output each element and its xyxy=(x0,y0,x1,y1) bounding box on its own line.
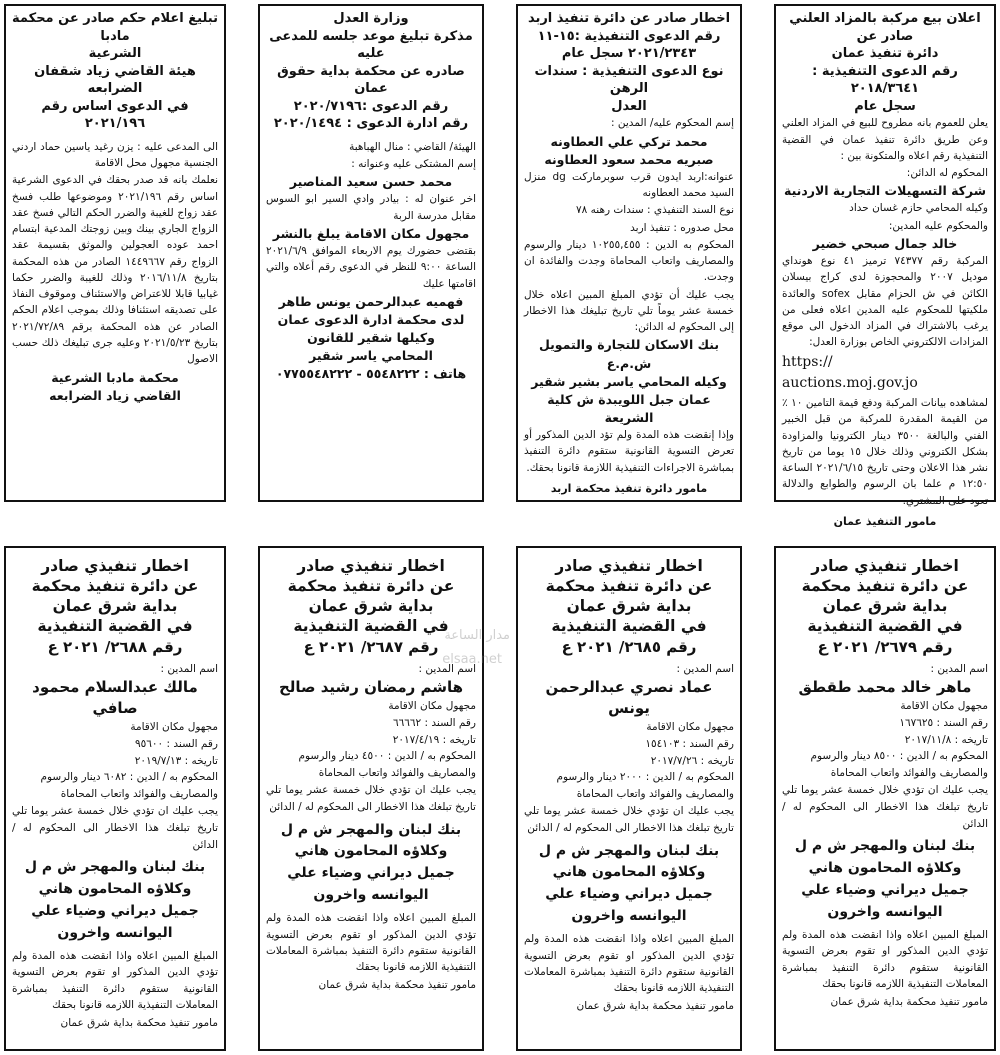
creditor-line: جميل ديراني وضياء علي xyxy=(287,865,455,882)
notice-execution-2679 xyxy=(774,546,996,1051)
bond-number: رقم السند : ١٥٤١٠٣ xyxy=(645,737,734,750)
label: إسم المحكوم عليه/ المدين : xyxy=(611,117,734,130)
creditor-line: وكلاؤه المحامون هاني xyxy=(38,881,192,898)
bond-date: تاريخه : ٢٠١٧/٤/١٩ xyxy=(392,733,476,746)
notice-execution-2688 xyxy=(4,546,226,1051)
notice-title: عن دائرة تنفيذ محكمة xyxy=(287,577,455,596)
creditor-line: بنك لبنان والمهجر ش م ل xyxy=(24,859,206,876)
paragraph: يجب عليك ان تؤدي خلال خمسة عشر يوما تلي تاريخ تبلغك هذا الاخطار الى المحكوم له / الدائن xyxy=(266,784,476,813)
amount: المحكوم به / الدين : ٢٠٠٠ دينار والرسوم xyxy=(556,771,734,784)
debtor-name: هاشم رمضان رشيد صالح xyxy=(278,678,464,697)
label: إسم المشتكى عليه وعنوانه : xyxy=(351,158,476,171)
paragraph: لمشاهده بيانات المركبة ودفع قيمة التامين ١٠ ٪ من القيمة المقدرة للمركبة من قبل الخبير الفني والبالغة ٣٥٠٠ دينار الكترونيا والمزاودة بشكل الكتروني وذلك خلال ١٥ يوما من تاريخ نشر هذا الاعلان وحتى تاريخ ٢٠٢١/٦/١٥ الساعة ١٢:٥٠ م علما بان الرسوم والطوابع والدلالة تعود على المشتري. xyxy=(782,397,989,507)
title-line: رقم الدعوى التنفيذية : ٢٠١٨/٣٦٤١ xyxy=(812,63,958,97)
debtor-name: خالد جمال صبحي خضير xyxy=(812,236,958,251)
case-number: رقم ٢٦٧٩/ ٢٠٢١ ع xyxy=(817,637,953,656)
paragraph: المحكوم به الدين : ١٠٢٥٥,٤٥٥ دينار والرسوم والمصاريف واتعاب المحاماة وجدت والفائدة ان وجدت. xyxy=(524,238,735,284)
title-line: وزارة العدل xyxy=(333,11,409,26)
unknown-residence: مجهول مكان الاقامة xyxy=(130,721,218,734)
label: اسم المدين : xyxy=(418,662,476,675)
creditor-line: جميل ديراني وضياء علي xyxy=(801,881,969,898)
creditor-line: بنك لبنان والمهجر ش م ل xyxy=(280,821,462,838)
costs: والمصاريف والفوائد واتعاب المحاماة xyxy=(60,788,218,801)
paragraph: يجب عليك أن تؤدي المبلغ المبين اعلاه خلال خمسة عشر يوماً تلي تاريخ تبليغك هذا الاخطار إلى المحكوم له الدائن: xyxy=(524,288,734,334)
amount: المحكوم به / الدين : ٦٠٨٢ دينار والرسوم xyxy=(40,771,218,784)
signature: مامور تنفيذ محكمة بداية شرق عمان xyxy=(576,1000,734,1013)
signature: مامور تنفيذ محكمة بداية شرق عمان xyxy=(318,979,476,992)
paragraph: المبلغ المبين اعلاه واذا انقضت هذه المدة ولم تؤدي الدين المذكور او تقوم بعرض التسوية القانونية ستقوم دائرة التنفيذ بمباشرة المعاملات التنفيذية اللازمه قانونا بحقك xyxy=(266,912,476,974)
paragraph: بقتضى حضورك يوم الاربعاء الموافق ٢٠٢١/٦/٩ الساعة ٩:٠٠ للنظر في الدعوى رقم أعلاه والتي اقامتها عليك xyxy=(266,245,477,290)
title-line: صادره عن محكمة بداية حقوق عمان xyxy=(277,63,465,97)
creditor-name: شركة التسهيلات التجارية الاردنية xyxy=(783,183,986,199)
creditor xyxy=(524,841,734,928)
notice-title: اخطار تنفيذي صادر xyxy=(41,557,189,575)
debtor-name: صبريه محمد سعود العطاونه xyxy=(544,151,714,167)
label: اسم المدين : xyxy=(930,662,988,675)
paragraph: المركبة رقم ٧٤٣٧٧ ترميز ٤١ نوع هونداي موديل ٢٠٠٧ والمحجوزة لدى كراج بيسلان الكائن في ش الحزام مقابل sofex والعائدة ملكيتها للمحكوم عليه المدين اعلاه فعلى من يرغب بالاشتراك في المزاد الدخول الى موقع المزادات الالكتروني الخاص بوزارة العدل: xyxy=(782,255,988,349)
signature: مامور تنفيذ محكمة بداية شرق عمان xyxy=(830,996,988,1009)
title-line: رقم ادارة الدعوى : ٢٠٢٠/١٤٩٤ xyxy=(273,116,469,132)
title-line: نوع الدعوى التنفيذية : سندات الرهن xyxy=(534,63,724,97)
creditor-line: جميل ديراني وضياء علي xyxy=(545,886,713,903)
paragraph: المبلغ المبين اعلاه واذا انقضت هذه المدة ولم تؤدي الدين المذكور او تقوم بعرض التسوية القانونية ستقوم دائرة التنفيذ بمباشرة المعاملات التنفيذية اللازمه قانونا بحقك xyxy=(12,950,218,1011)
defendant: الى المدعى عليه : يزن رغيد ياسين حماد اردني الجنسية مجهول محل الاقامة xyxy=(12,140,218,170)
debtor-name: محمد تركي علي العطاونه xyxy=(550,133,708,149)
paragraph: يعلن للعموم بانه مطروح للبيع في المزاد العلني وعن طريق دائرة تنفيذ عمان في القضية التنفيذية رقم اعلاه والمتكونة بين : xyxy=(782,117,988,162)
bond-number: رقم السند : ٩٥٦٠٠ xyxy=(135,737,218,750)
creditor-line: اليوانسه واخرون xyxy=(57,924,173,941)
notice-title: عن دائرة تنفيذ محكمة xyxy=(31,577,199,596)
paragraph: نعلمك بانه قد صدر بحقك في الدعوى الشرعية اساس رقم ٢٠٢١/١٩٦ وموضوعها طلب فسخ عقد زواج للغيبة والضرر الحكم التالي فسخ عقد الزواج الجاري بينك وبين زوجتك المدعية ابتسام احمد عوده العجولين والموثق بقسيمة عقد الزواج رقم ١٤٤٩٦٦٧ الصادر من هذه المحكمة بتاريخ ٢٠١٦/١١/٨ وذلك للغيبة والضرر حكما غيابيا قابلا للاعتراض والاستئناف وموقوف النفاذ على تصديقه استئنافا وذلك بموجب اعلام الحكم الصادر عن هذه المحكمة برقم ٢٠٢١/٧٢/٨٩ بتاريخ ٢٠٢١/٥/٢٣ وعليه جرى تبليغك ذلك حسب الاصول xyxy=(12,174,218,366)
bond-date: تاريخه : ٢٠١٧/١١/٨ xyxy=(904,733,988,746)
creditor xyxy=(266,820,476,907)
address: اخر عنوان له : بيادر وادي السير ابو السوس مقابل مدرسة الربة xyxy=(266,193,476,222)
bond-number: رقم السند : ٦٦٦٦٢ xyxy=(393,716,476,729)
paragraph: يجب عليك ان تؤدي خلال خمسة عشر يوما تلي تاريخ تبلغك هذا الاخطار الى المحكوم له / الدائن xyxy=(12,805,218,851)
agent: المحامي ياسر شقير xyxy=(309,348,433,364)
title-line: اعلان بيع مركبة بالمزاد العلني صادر عن xyxy=(789,11,981,44)
title-line: في الدعوى اساس رقم ٢٠٢١/١٩٦ xyxy=(41,98,189,132)
bond-type: نوع السند التنفيذي : سندات رهنه ٧٨ xyxy=(576,204,734,217)
notice-vehicle-auction xyxy=(774,4,996,528)
label: اسم المدين : xyxy=(160,662,218,675)
debtor-name: عماد نصري عبدالرحمن يونس xyxy=(545,678,713,718)
signature: مامور التنفيذ عمان xyxy=(833,514,937,528)
title-line: هيئة القاضي زياد شقفان الضرابعه xyxy=(34,63,196,97)
creditor-line: وكلاؤه المحامون هاني xyxy=(808,860,962,877)
notice-title xyxy=(12,10,218,133)
unknown-residence: مجهول مكان الاقامة xyxy=(646,721,734,734)
agent: وكيله المحامي حازم غسان حداد xyxy=(849,202,988,215)
creditor-line: بنك لبنان والمهجر ش م ل xyxy=(538,842,720,859)
notice-title: بداية شرق عمان xyxy=(52,597,178,616)
case-number: رقم ٢٦٨٥/ ٢٠٢١ ع xyxy=(561,637,697,656)
issue-place: محل صدوره : تنفيذ اربد xyxy=(630,221,734,234)
paragraph: وإذا إنقضت هذه المدة ولم تؤد الدين المذكور أو تعرض التسوية القانونية ستقوم دائرة التنفيذ بمباشرة الاجراءات التنفيذية اللازمة قانونا بحقك. xyxy=(524,429,734,474)
notice-execution-2687 xyxy=(258,546,484,1051)
title-line: الشرعية xyxy=(88,46,142,62)
title-line: دائرة تنفيذ عمان xyxy=(831,46,939,62)
case-number: رقم ٢٦٨٨/ ٢٠٢١ ع xyxy=(47,637,183,656)
signature: مامور دائرة تنفيذ محكمة اربد xyxy=(550,481,708,495)
amount: المحكوم به / الدين : ٨٥٠٠ دينار والرسوم xyxy=(810,750,988,763)
creditor xyxy=(12,857,218,944)
unknown-residence: مجهول مكان الاقامة xyxy=(900,700,988,713)
case-number: رقم ٢٦٨٧/ ٢٠٢١ ع xyxy=(303,637,439,656)
notice-title xyxy=(524,10,734,115)
creditor-line: اليوانسه واخرون xyxy=(571,907,687,924)
debtor-name: مالك عبدالسلام محمود صافي xyxy=(32,678,198,718)
judge-name: القاضي زياد الضرابعه xyxy=(49,387,181,403)
notice-title: في القضية التنفيذية xyxy=(37,617,193,636)
court-name: لدى محكمة ادارة الدعوى عمان xyxy=(277,312,465,328)
amount: المحكوم به / الدين : ٤٥٠٠ دينار والرسوم xyxy=(298,750,476,763)
notice-title: اخطار تنفيذي صادر xyxy=(555,557,703,575)
paragraph: يجب عليك ان تؤدي خلال خمسة عشر يوما تلي تاريخ تبلغك هذا الاخطار الى المحكوم له / الدائن xyxy=(782,784,988,830)
watermark: مدار الساعة xyxy=(444,628,510,643)
creditor-line: اليوانسه واخرون xyxy=(827,903,943,920)
title-line: رقم الدعوى :٢٠٢٠/٧١٩٦ xyxy=(293,98,449,114)
title-line: تبليغ اعلام حكم صادر عن محكمة مادبا xyxy=(12,11,218,44)
address: عنوانه:اربد ايدون قرب سوبرماركت dg منزل السيد محمد العطاونه xyxy=(524,170,734,200)
notice-title xyxy=(782,10,988,115)
notice-title: عن دائرة تنفيذ محكمة xyxy=(801,577,969,596)
notice-title: في القضية التنفيذية xyxy=(551,617,707,636)
bond-date: تاريخه : ٢٠١٩/٧/١٣ xyxy=(134,754,218,767)
label: والمحكوم عليه المدين: xyxy=(888,219,988,232)
agent: وكيله المحامي ياسر بشير شقير xyxy=(531,373,727,389)
agent: وكيلها شقير للقانون xyxy=(307,330,435,346)
notice-madaba-judgment xyxy=(4,4,226,502)
notice-irbid-execution xyxy=(516,4,742,502)
notice-title: في القضية التنفيذية xyxy=(807,617,963,636)
title-line: ٢٠٢١/٢٣٤٣ سجل عام xyxy=(561,46,697,62)
notice-title: اخطار تنفيذي صادر xyxy=(811,557,959,575)
creditor-line: بنك لبنان والمهجر ش م ل xyxy=(794,838,976,855)
notice-execution-2685 xyxy=(516,546,742,1051)
plaintiff-name: فهميه عبدالرحمن يونس طاهر xyxy=(278,293,464,309)
costs: والمصاريف والفوائد واتعاب المحاماة xyxy=(576,788,734,801)
creditor xyxy=(782,836,988,923)
title-line: اخطار صادر عن دائرة تنفيذ اربد xyxy=(527,11,731,26)
label: اسم المدين : xyxy=(676,662,734,675)
defendant-name: محمد حسن سعيد المناصير xyxy=(289,174,453,190)
creditor-line: وكلاؤه المحامون هاني xyxy=(294,843,448,860)
signature: مامور تنفيذ محكمة بداية شرق عمان xyxy=(60,1017,218,1030)
notice-title: اخطار تنفيذي صادر xyxy=(297,557,445,575)
paragraph: المبلغ المبين اعلاه واذا انقضت هذه المدة ولم تؤدي الدين المذكور او تقوم بعرض التسوية القانونية ستقوم دائرة التنفيذ بمباشرة المعاملات التنفيذية اللازمه قانونا بحقك xyxy=(524,933,734,995)
label: المحكوم له الدائن: xyxy=(906,167,988,180)
watermark: elsaa.net xyxy=(442,652,502,667)
title-line: رقم الدعوى التنفيذية :١٥-١١ xyxy=(537,28,721,44)
creditor-line: وكلاؤه المحامون هاني xyxy=(552,864,706,881)
bond-number: رقم السند : ١٦٧٦٢٥ xyxy=(899,716,988,729)
title-line: سجل عام xyxy=(854,98,916,114)
debtor-name: ماهر خالد محمد طقطق xyxy=(798,678,972,697)
auction-url: auctions.moj.gov.jo xyxy=(782,375,918,392)
paragraph: يجب عليك ان تؤدي خلال خمسة عشر يوما تلي تاريخ تبلغك هذا الاخطار الى المحكوم له / الدائن xyxy=(524,805,734,834)
creditor-line: اليوانسه واخرون xyxy=(313,886,429,903)
notice-title xyxy=(266,10,476,133)
creditor-name: بنك الاسكان للتجارة والتمويل ش.م.ع xyxy=(538,337,720,371)
notice-title: بداية شرق عمان xyxy=(566,597,692,616)
notice-title: عن دائرة تنفيذ محكمة xyxy=(545,577,713,596)
judge: الهيئة/ القاضي : منال الهباهبة xyxy=(349,140,476,153)
auction-url-scheme: https:// xyxy=(782,353,833,370)
bond-date: تاريخه : ٢٠١٧/٧/٢٦ xyxy=(650,754,734,767)
notice-title: بداية شرق عمان xyxy=(822,597,948,616)
court-name: محكمة مادبا الشرعية xyxy=(51,369,179,385)
unknown-residence: مجهول مكان الاقامة xyxy=(388,700,476,713)
costs: والمصاريف والفوائد واتعاب المحاماة xyxy=(318,767,476,780)
creditor-line: جميل ديراني وضياء علي xyxy=(31,902,199,919)
notice-title: بداية شرق عمان xyxy=(308,597,434,616)
notice-session-summons xyxy=(258,4,484,502)
title-line: مذكرة تبليغ موعد جلسه للمدعى عليه xyxy=(269,28,473,62)
costs: والمصاريف والفوائد واتعاب المحاماة xyxy=(830,767,988,780)
phone: هاتف : ٥٥٤٨٢٢٢ - ٠٧٧٥٥٤٨٢٢٢ xyxy=(275,366,467,382)
notice-title: في القضية التنفيذية xyxy=(293,617,449,636)
agent-address: عمان جبل اللويبدة ش كلية الشريعة xyxy=(547,391,711,425)
paragraph: المبلغ المبين اعلاه واذا انقضت هذه المدة ولم تؤدي الدين المذكور او تقوم بعرض التسوية القانونية ستقوم دائرة التنفيذ بمباشرة المعاملات التنفيذية اللازمه قانونا بحقك xyxy=(782,929,988,990)
title-line: العدل xyxy=(611,98,647,114)
unknown-residence: مجهول مكان الاقامة يبلغ بالنشر xyxy=(272,226,470,242)
